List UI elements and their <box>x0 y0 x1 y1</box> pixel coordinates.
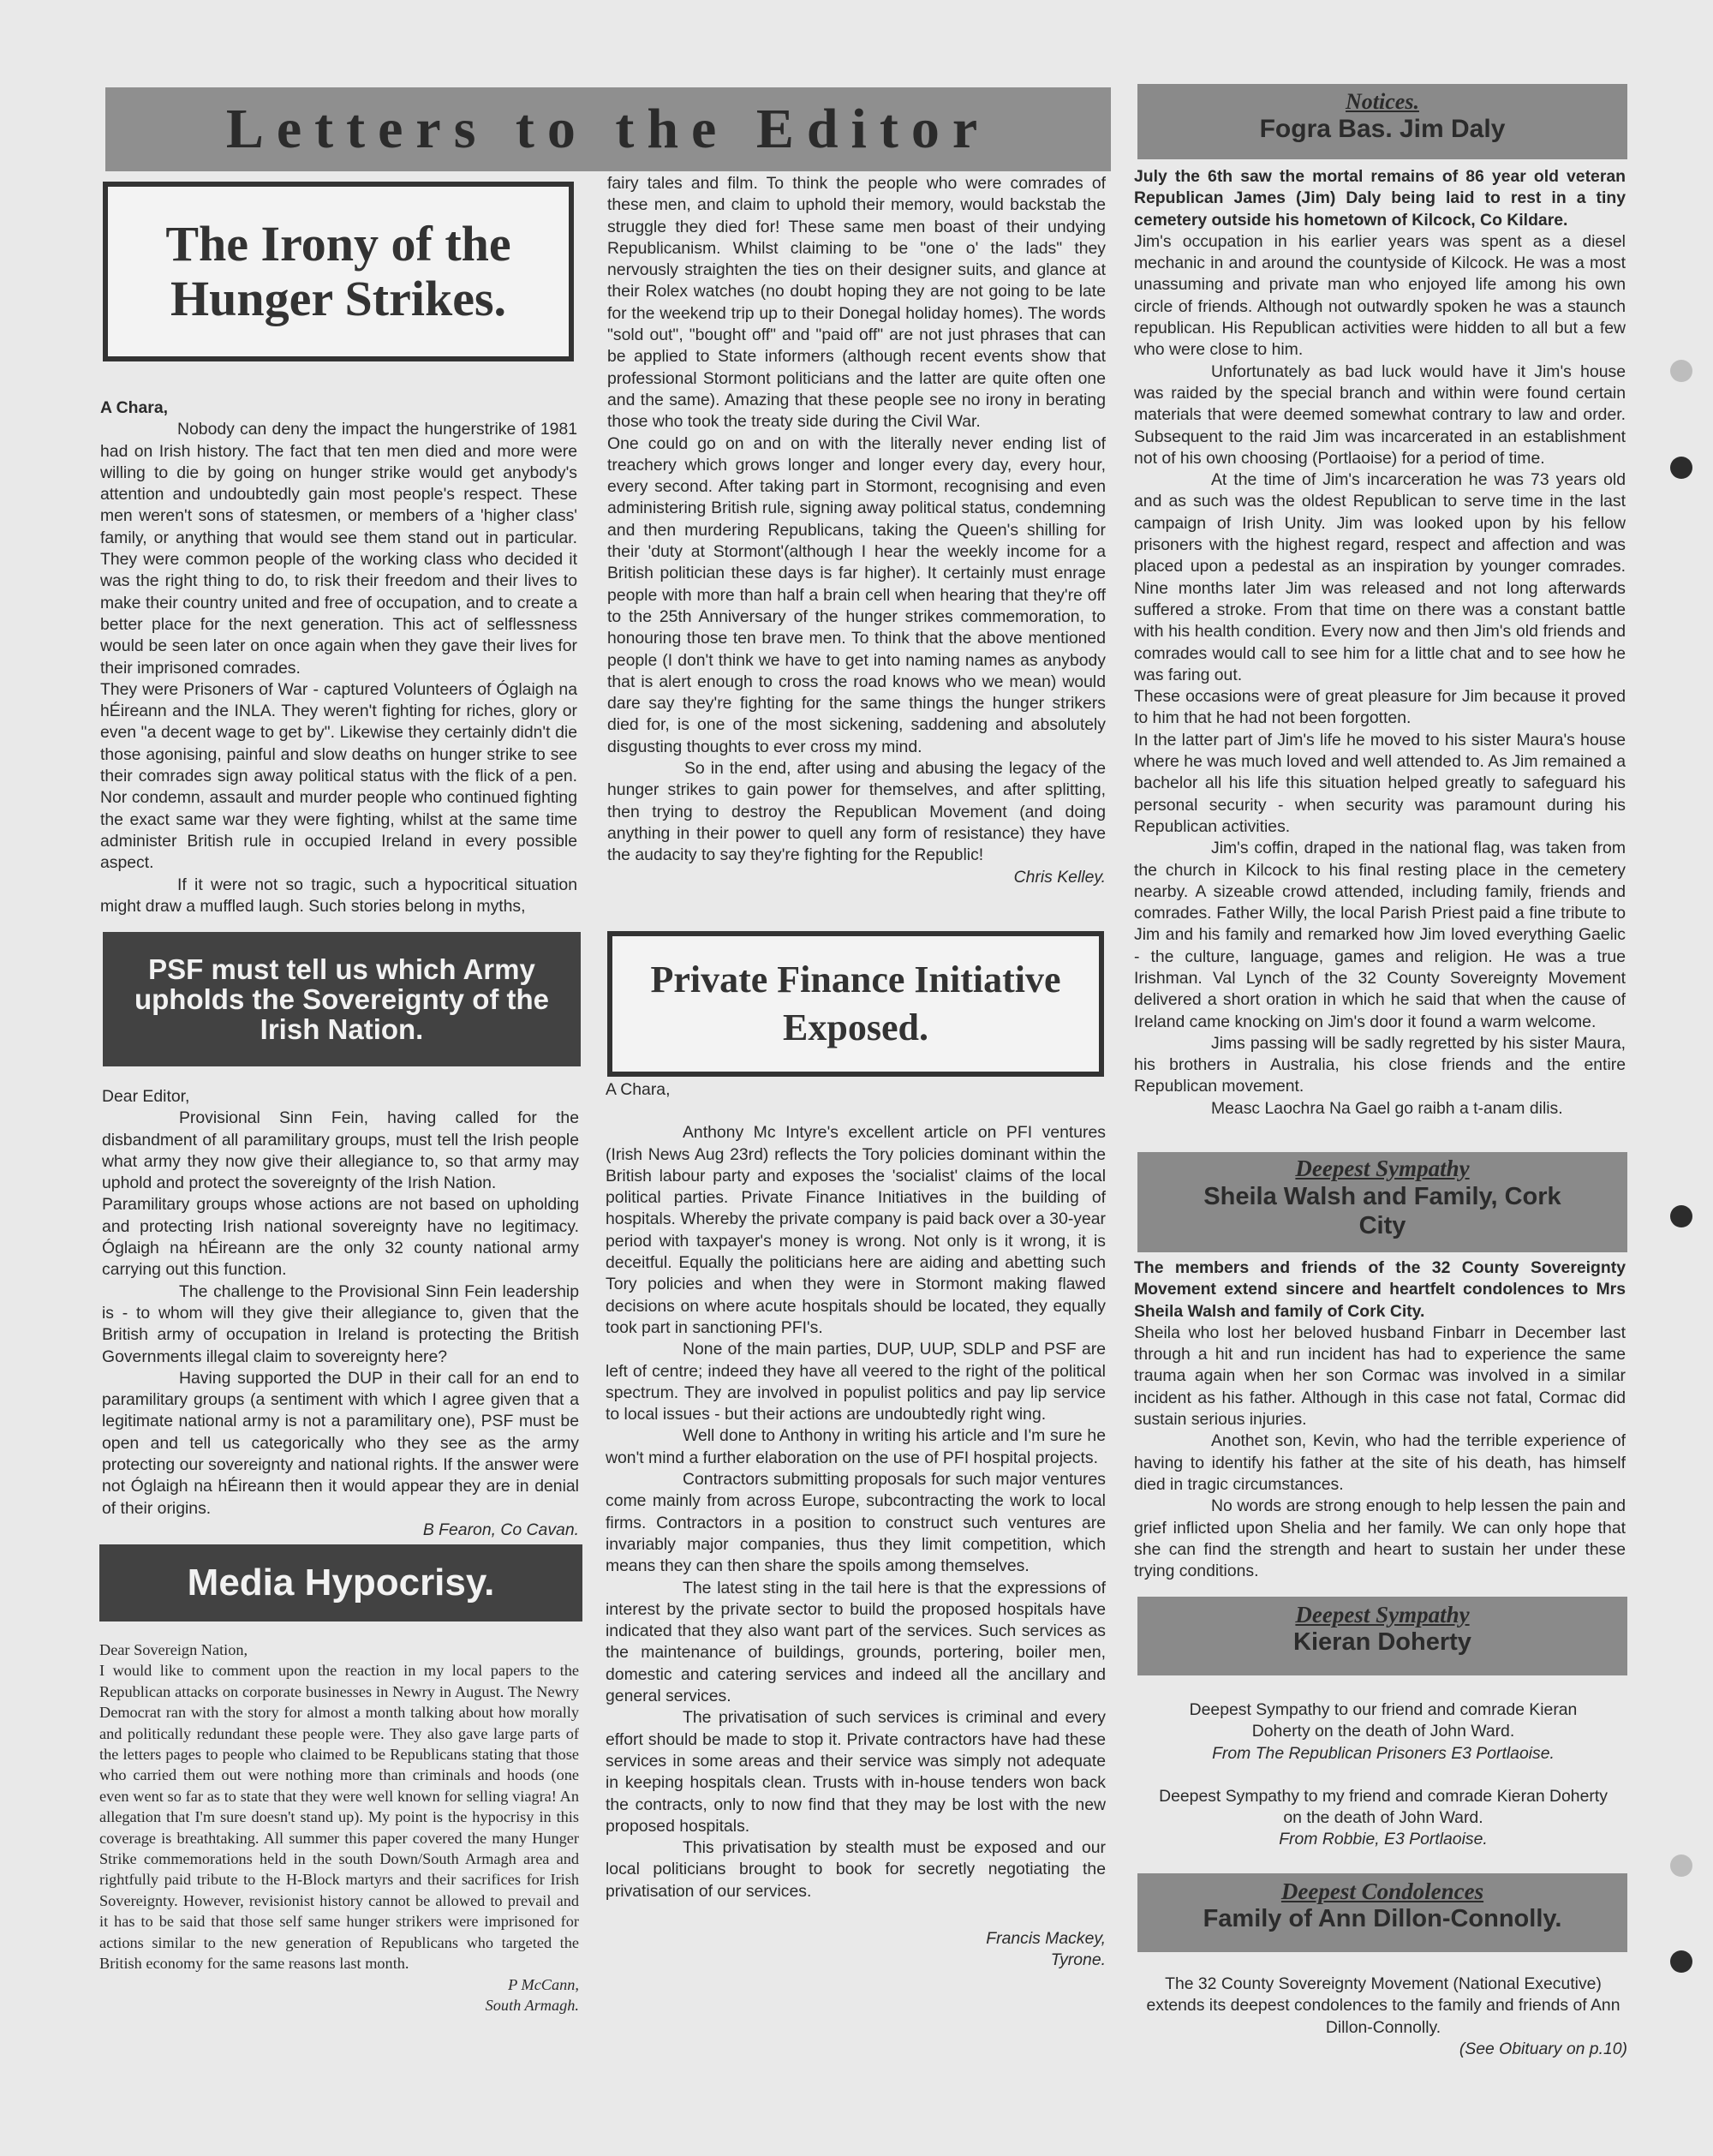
irony-paragraph: So in the end, after using and abusing the legacy of the hunger strikes to gain power for themselves, and after splitting, then trying to destroy the Republican Movement (and doing anything in their power to quell any form of resistance) they have the audacity to say they're fighting for the Republic! <box>607 759 1106 865</box>
daly-paragraph: Jim's coffin, draped in the national flag, was taken from the church in Kilcock to his final resting place in the cemetery nearby. A sizeable crowd attended, including family, friends and comrades. Father Willy, the local Parish Priest paid a fine tribute to Jim and his family and remarked how Jim loved everything Gaelic - the culture, language, games and religion. He was a true Irishman. Val Lynch of the 32 County Sovereignty Movement delivered a short oration in which he said that when the cause of Ireland came knocking on Jim's door it found a warm welcome. <box>1134 839 1626 1031</box>
media-signature-place: South Armagh. <box>485 1996 579 2014</box>
doherty-title: Kieran Doherty <box>1293 1628 1471 1656</box>
psf-title-box <box>103 932 581 1066</box>
dillon-notice <box>1139 1974 1627 2060</box>
pfi-paragraph: This privatisation by stealth must be exposed and our local politicians brought to book for secretly negotiating the privatisation of our services. <box>606 1838 1106 1901</box>
psf-paragraph: Paramilitary groups whose actions are not based on upholding and protecting Irish national sovereignty have no legitimacy. Óglaigh na hÉireann are the only 32 county national army carrying out this function. <box>102 1195 579 1280</box>
daly-paragraph: In the latter part of Jim's life he moved to his sister Maura's house where he was much loved and well attended to. As Jim remained a bachelor all his life this situation helped greatly to safeguard his personal security - when security was paramount during his Republican activities. <box>1134 730 1626 836</box>
doherty-message-from: From The Republican Prisoners E3 Portlaoise. <box>1212 1743 1555 1763</box>
irony-title-box <box>103 182 574 361</box>
daly-notice <box>1134 166 1626 1120</box>
pfi-title-box <box>607 931 1104 1077</box>
walsh-label: Deepest Sympathy <box>1295 1156 1470 1181</box>
irony-letter-part1 <box>100 397 577 917</box>
binder-hole <box>1670 457 1692 479</box>
psf-title: PSF must tell us which Army upholds the Sovereignty of the Irish Nation. <box>134 953 550 1045</box>
daly-lead: July the 6th saw the mortal remains of 86 year old veteran Republican James (Jim) Daly being laid to rest in a tiny cemetery outside his hometown of Kilcock, Co Kildare. <box>1134 167 1626 230</box>
psf-paragraph: The challenge to the Provisional Sinn Fein leadership is - to whom will they give their allegiance to, given that the British army of occupation in Ireland is protecting the British Governments illegal claim to sovereignty here? <box>102 1281 579 1366</box>
dillon-label: Deepest Condolences <box>1280 1878 1484 1904</box>
binder-hole <box>1670 1950 1692 1973</box>
daly-paragraph: Jims passing will be sadly regretted by his sister Maura, his brothers in Australia, his close friends and the entire Republican movement. <box>1134 1033 1626 1096</box>
dillon-body: The 32 County Sovereignty Movement (National Executive) extends its deepest condolences to the family and friends of Ann Dillon-Connolly. <box>1146 1974 1620 2037</box>
pfi-letter <box>606 1079 1106 1972</box>
daly-paragraph: At the time of Jim's incarceration he was 73 years old and as such was the oldest Republican to serve time in the last campaign of Irish Unity. Jim was looked upon by his fellow prisoners with the highest regard, respect and affection and was placed upon a pedestal as an inspiration by younger comrades. Nine months later Jim was released and not long afterwards suffered a stroke. From that time on there was a constant battle with his health condition. Every now and then Jim's old friends and comrades would call to see him for a little chat and to see how he was faring out. <box>1134 470 1626 684</box>
dillon-note: (See Obituary on p.10) <box>1459 2039 1627 2058</box>
irony-paragraph: If it were not so tragic, such a hypocritical situation might draw a muffled laugh. Such stories belong in myths, <box>100 875 577 916</box>
doherty-header <box>1137 1597 1627 1675</box>
media-letter <box>99 1639 579 2016</box>
walsh-paragraph: Sheila who lost her beloved husband Finbarr in December last through a hit and run incident has had to experience the same trauma again when her son Cormac was involved in a similar incident as his father. Although in this case not fatal, Cormac did sustain serious injuries. <box>1134 1323 1626 1430</box>
daly-paragraph: These occasions were of great pleasure for Jim because it proved to him that he had not been forgotten. <box>1134 687 1626 728</box>
walsh-lead: The members and friends of the 32 County Sovereignty Movement extend sincere and heartfelt condolences to Mrs Sheila Walsh and family of Cork City. <box>1134 1258 1626 1321</box>
doherty-message: Deepest Sympathy to our friend and comrade Kieran Doherty on the death of John Ward. <box>1189 1700 1578 1741</box>
doherty-message-from: From Robbie, E3 Portlaoise. <box>1279 1830 1488 1849</box>
dillon-header <box>1137 1873 1627 1952</box>
psf-letter <box>102 1086 579 1541</box>
pfi-paragraph: Anthony Mc Intyre's excellent article on PFI ventures (Irish News Aug 23rd) reflects the Tory policies dominant within the British labour party and exposes the 'socialist' claims of the local political parties. Private Finance Initiatives in the building of hospitals. Whereby the private company is paid back over a 30-year period with taxpayer's money is wrong. Not only is it wrong, it is deceitful. Equally the politicians here are aiding and abetting such Tory policies and when they were in Stormont making flawed decisions on where acute hospitals should be located, they equally took part in sanctioning PFI's. <box>606 1123 1106 1337</box>
walsh-paragraph: Anothet son, Kevin, who had the terrible experience of having to identify his father at the site of his death, has himself died in tragic circumstances. <box>1134 1431 1626 1494</box>
pfi-salutation: A Chara, <box>606 1080 671 1099</box>
psf-salutation: Dear Editor, <box>102 1087 190 1106</box>
irony-salutation: A Chara, <box>100 398 169 417</box>
binder-hole <box>1670 1205 1692 1227</box>
pfi-paragraph: None of the main parties, DUP, UUP, SDLP and PSF are left of centre; indeed they have all veered to the right of the political spectrum. They are involved in populist politics and pay lip service to local issues - but their actions are undoubtedly right wing. <box>606 1340 1106 1424</box>
media-signature-name: P McCann, <box>508 1975 579 1993</box>
pfi-paragraph: The latest sting in the tail here is that the expressions of interest by the private sector to build the proposed hospitals have indicated that they also want part of the services. Such services as the maintenance of buildings, grounds, portering, boiler men, domestic and catering services and indeed all the ancillary and general services. <box>606 1578 1106 1706</box>
masthead-title: Letters to the Editor <box>225 98 991 160</box>
daly-header <box>1137 84 1627 159</box>
walsh-paragraph: No words are strong enough to help lessen the pain and grief inflicted upon Shelia and her family. We can only hope that she can find the strength and heart to sustain her under these trying conditions. <box>1134 1496 1626 1581</box>
irony-signature: Chris Kelley. <box>1013 867 1106 887</box>
daly-paragraph: Jim's occupation in his earlier years was spent as a diesel mechanic in and around the countyside of Kilcock. He was a most unassuming and private man who enjoyed life among his own circle of friends. Although not outwardly spoken he was a staunch republican. His Republican activities were hidden to all but a few who were close to him. <box>1134 231 1626 360</box>
daly-label: Notices. <box>1346 89 1419 114</box>
doherty-message: Deepest Sympathy to my friend and comrade Kieran Doherty on the death of John Ward. <box>1159 1786 1608 1828</box>
binder-hole <box>1670 360 1692 382</box>
irony-paragraph: Nobody can deny the impact the hungerstrike of 1981 had on Irish history. The fact that ten men died and more were willing to die by going on hunger strike would get anybody's attention and undoubtedly gain most people's respect. These men weren't sons of statesmen, or members of a 'higher class' family, or anything that would see them stand out in particular. They were common people of the working class who decided it was the right thing to do, to risk their freedom and their lives to make their country united and free of occupation, and to create a better place for the next generation. This act of selflessness would be seen later on once again when they gave their lives for their imprisoned comrades. <box>100 420 577 678</box>
daly-paragraph: Unfortunately as bad luck would have it Jim's house was raided by the special branch and within were found certain materials that were deemed somewhat contrary to law and order. Subsequent to the raid Jim was incarcerated in an establishment not of his own choosing (Portlaoise) for a period of time. <box>1134 361 1626 468</box>
psf-paragraph: Having supported the DUP in their call for an end to paramilitary groups (a sentiment with which I agree given that a legitimate national army is not a paramilitary one), PSF must be open and tell us categorically who they see as the army protecting our sovereignty and national rights. If the answer were not Óglaigh na hÉireann then it would appear they are in denial of their origins. <box>102 1368 579 1518</box>
binder-hole <box>1670 1854 1692 1877</box>
pfi-paragraph: Contractors submitting proposals for such major ventures come mainly from across Europe, subcontracting the work to local firms. Contractors in a position to construct such ventures are invariably major companies, thus they limit competition, which means they can then share the spoils among themselves. <box>606 1470 1106 1576</box>
irony-title: The Irony of the Hunger Strikes. <box>165 216 511 326</box>
psf-paragraph: Provisional Sinn Fein, having called for the disbandment of all paramilitary groups, must tell the Irish people what army they now give their allegiance to, so that army may uphold and protect the sovereignty of the Irish Nation. <box>102 1108 579 1193</box>
pfi-paragraph: The privatisation of such services is criminal and every effort should be made to stop it. Private contractors have had these services in some areas and their service was simply not adequate in keeping hospitals clean. Trusts with in-house tenders won back the contracts, only to now find that they may be lost with the new proposed hospitals. <box>606 1708 1106 1836</box>
doherty-label: Deepest Sympathy <box>1295 1602 1470 1627</box>
pfi-signature-name: Francis Mackey, <box>986 1928 1106 1948</box>
irony-paragraph: One could go on and on with the literally never ending list of treachery which grows longer and longer every day, every hour, every second. After taking part in Stormont, recognising and even administering British rule, signing away political status, condemning and then murdering Republicans, taking the Queen's shilling for their 'duty at Stormont'(although I hear the weekly income for a British politician these days is far higher). It certainly must enrage people with more than half a brain cell when hearing that they're off to the 25th Anniversary of the hunger strikes commemoration, to honouring those ten brave men. To think that the above mentioned people (I don't think we have to get into naming names as anybody that is alert enough to cross the road knows who we mean) would dare say they're fighting for the same things the hunger strikers died for, is one of the most sickening, saddening and absolutely disgusting thoughts to ever cross my mind. <box>607 433 1106 756</box>
pfi-paragraph: Well done to Anthony in writing his article and I'm sure he won't mind a further elaboration on the use of PFI hospital projects. <box>606 1426 1106 1467</box>
pfi-title: Private Finance Initiative Exposed. <box>650 959 1061 1048</box>
psf-signature: B Fearon, Co Cavan. <box>422 1520 579 1539</box>
dillon-title: Family of Ann Dillon-Connolly. <box>1203 1905 1562 1932</box>
media-title-box <box>99 1544 582 1621</box>
daly-title: Fogra Bas. Jim Daly <box>1259 115 1506 143</box>
pfi-signature-place: Tyrone. <box>1050 1950 1106 1970</box>
doherty-messages <box>1139 1699 1627 1851</box>
media-salutation: Dear Sovereign Nation, <box>99 1641 248 1658</box>
daly-closing: Measc Laochra Na Gael go raibh a t-anam dilis. <box>1211 1098 1563 1118</box>
media-body: I would like to comment upon the reaction in my local papers to the Republican attacks on corporate businesses in Newry in August. The Newry Democrat ran with the story for almost a month talking about how morally and politically redundant these people were. They also gave large parts of the letters pages to people who claimed to be Republicans stating that those who carried them out were nothing more than criminals and hoods (one even went so far as to state that they were well known for selling viagra! An allegation that I'm sure doesn't stand up). My point is the hypocrisy in this coverage is breathtaking. All summer this paper covered the many Hunger Strike commemorations held in the south Down/South Armagh area and rightfully paid tribute to the H-Block martyrs and their sacrifices for Irish Sovereignty. However, revisionist history cannot be allowed to prevail and it has to be said that those self same hunger strikers were imprisoned for actions similar to the new generation of Republicans who targeted the British economy for the same reasons last month. <box>99 1662 579 1973</box>
media-title: Media Hypocrisy. <box>187 1562 495 1604</box>
walsh-header <box>1137 1152 1627 1252</box>
irony-paragraph: fairy tales and film. To think the people who were comrades of these men, and claim to uphold their memory, would backstab the struggle they died for! These same men boast of their undying Republicanism. Whilst claiming to be "one o' the lads" they nervously straighten the ties on their designer suits, and glance at their Rolex watches (no doubt hoping they are not going to be late for the weekend trip up to their Donegal holiday homes). The words "sold out", "bought off" and "paid off" are not just phrases that can be applied to State informers (although recent events show that professional Stormont politicians and the latter are quite often one and the same). Amazing that these people see no irony in berating those who took the treaty side during the Civil War. <box>607 174 1106 432</box>
masthead <box>105 87 1111 171</box>
irony-letter-part2 <box>607 173 1106 888</box>
irony-paragraph: They were Prisoners of War - captured Volunteers of Óglaigh na hÉireann and the INLA. They weren't fighting for riches, glory or even "a decent wage to get by". Likewise they certainly didn't die those agonising, painful and slow deaths on hunger strike to see their comrades sign away political status with the flick of a pen. Nor condemn, assault and murder people who continued fighting the exact same war they were fighting, whilst at the same time administer British rule in occupied Ireland in every possible aspect. <box>100 679 577 873</box>
walsh-notice <box>1134 1257 1626 1582</box>
walsh-title: Sheila Walsh and Family, Cork City <box>1203 1183 1561 1239</box>
